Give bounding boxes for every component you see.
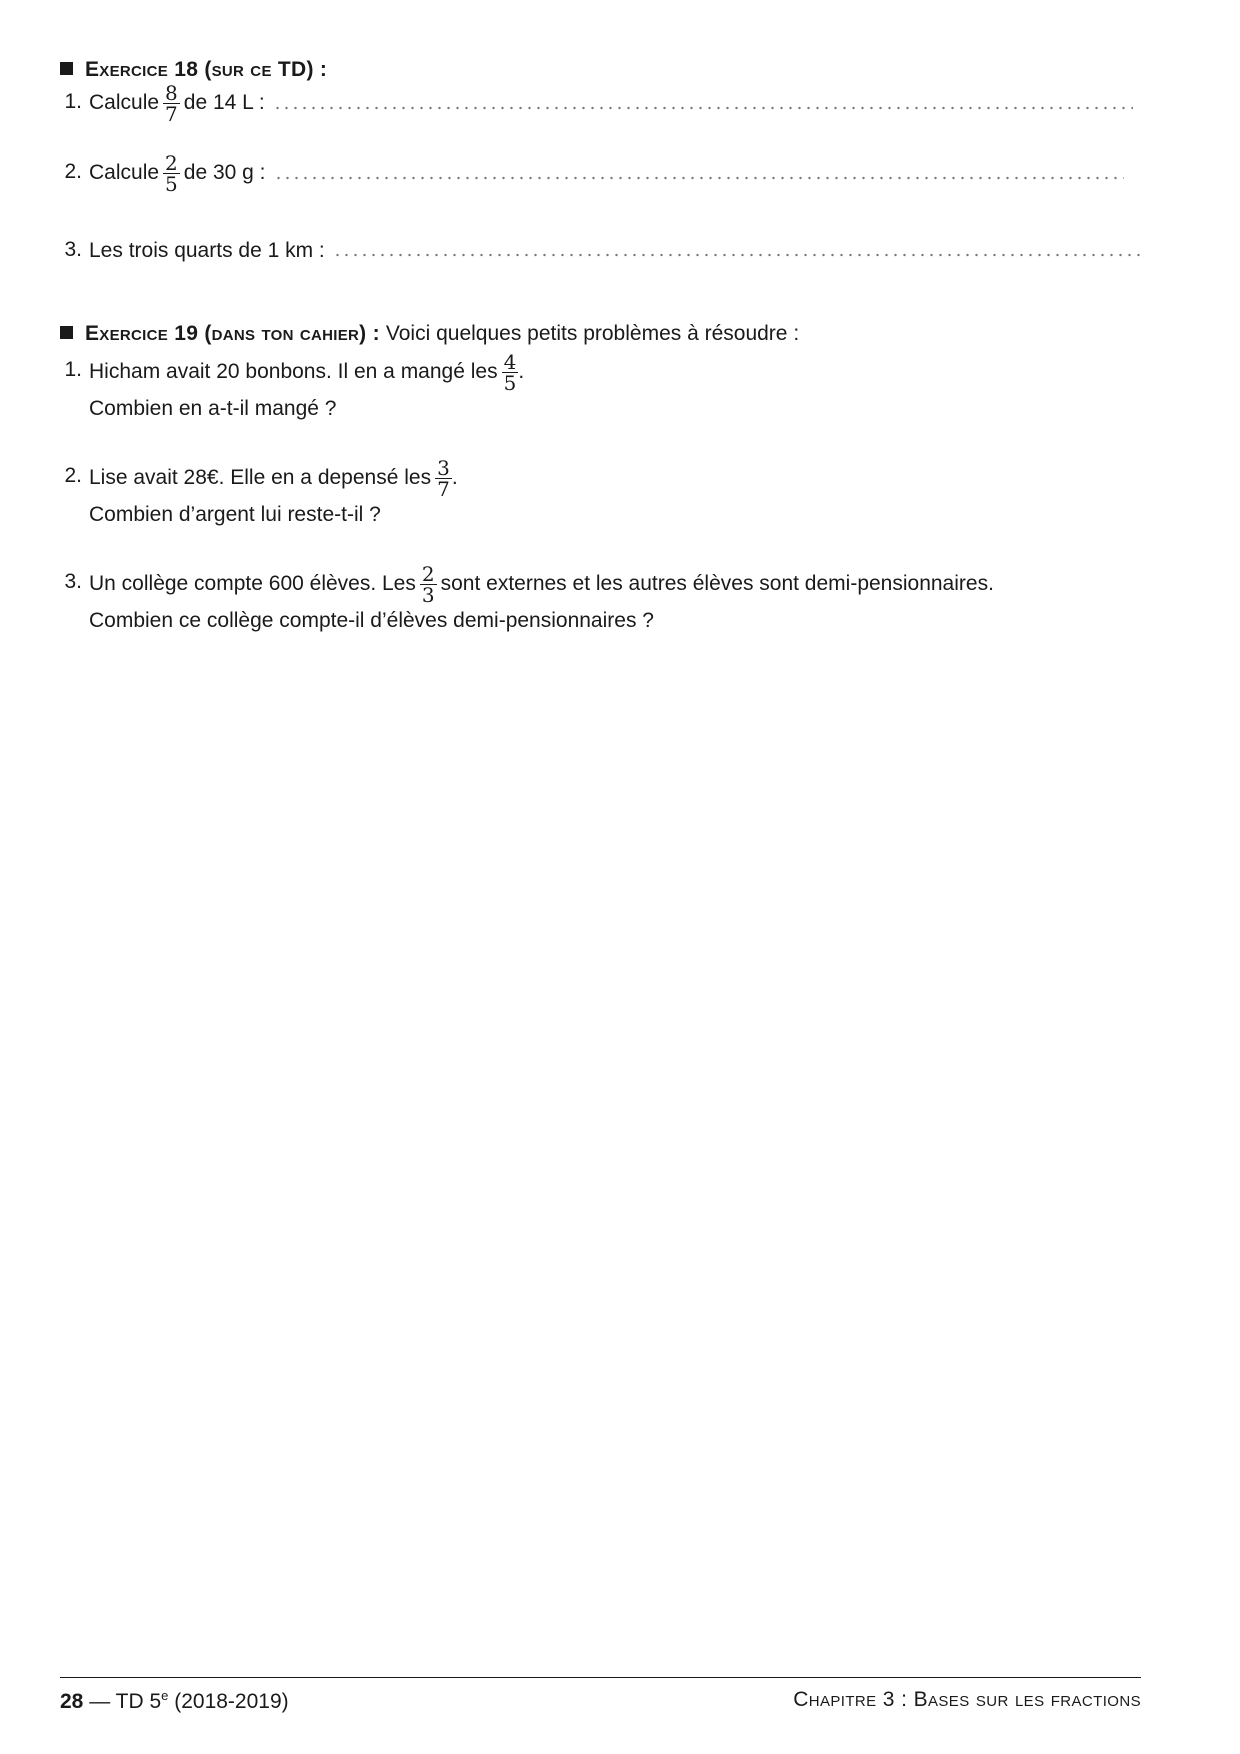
footer-rule (60, 1677, 1141, 1678)
item-number: 3. (64, 570, 82, 593)
item-number: 3. (64, 238, 82, 261)
chapter-title: Chapitre 3 : Bases sur les fractions (793, 1688, 1141, 1711)
exercise-18-heading (60, 58, 327, 82)
fraction-denominator: 5 (503, 370, 517, 395)
item-text: . (518, 360, 525, 383)
item-text: sont externes et les autres élèves sont demi-pensionnaires. (440, 572, 994, 595)
item-text: . (451, 466, 458, 489)
fraction-denominator: 5 (165, 171, 178, 196)
fraction-numerator: 2 (165, 150, 178, 175)
item-text: Hicham avait 20 bonbons. Il en a mangé les (89, 360, 498, 383)
exercise-19-title: Exercice 19 (dans ton cahier) : (85, 322, 380, 345)
fraction-numerator: 4 (503, 349, 517, 374)
exercise-18-title: Exercice 18 (sur ce TD) : (85, 58, 328, 81)
page-number: 28 (60, 1690, 84, 1713)
answer-dotted-line[interactable] (333, 253, 1143, 257)
exercise-19-intro: Voici quelques petits problèmes à résoudre : (385, 322, 800, 345)
item-number: 1. (64, 90, 82, 113)
item-number: 2. (64, 464, 82, 487)
fraction (163, 150, 180, 196)
fraction-numerator: 8 (165, 80, 178, 105)
footer-year: (2018-2019) (168, 1690, 289, 1713)
item-text: de 14 L : (183, 91, 265, 114)
square-bullet-icon (60, 326, 73, 339)
fraction (420, 561, 437, 607)
fraction-denominator: 7 (165, 101, 178, 126)
item-number: 1. (64, 358, 82, 381)
answer-dotted-line[interactable] (273, 106, 1133, 110)
footer-course: — TD 5 (83, 1690, 162, 1713)
square-bullet-icon (60, 62, 73, 75)
fraction-numerator: 3 (437, 455, 450, 480)
item-question: Combien en a-t-il mangé ? (89, 397, 337, 420)
exercise-19-heading (60, 322, 799, 346)
item-text: de 30 g : (183, 161, 266, 184)
item-text: Calcule (89, 161, 160, 184)
item-text: Un collège compte 600 élèves. Les (89, 572, 416, 595)
item-question: Combien d’argent lui reste-t-il ? (89, 503, 381, 526)
fraction (435, 455, 452, 501)
item-text: Les trois quarts de 1 km : (89, 239, 325, 262)
fraction-numerator: 2 (421, 561, 435, 586)
fraction (502, 349, 519, 395)
footer-left (60, 1688, 289, 1714)
item-text: Calcule (89, 91, 160, 114)
item-number: 2. (64, 160, 82, 183)
item-text: Lise avait 28€. Elle en a depensé les (89, 466, 432, 489)
footer-superscript: e (161, 1688, 169, 1703)
fraction-denominator: 7 (437, 476, 450, 501)
fraction (163, 80, 180, 126)
item-question: Combien ce collège compte-il d’élèves demi-pensionnaires ? (89, 609, 654, 632)
fraction-denominator: 3 (421, 582, 435, 607)
answer-dotted-line[interactable] (274, 176, 1124, 180)
